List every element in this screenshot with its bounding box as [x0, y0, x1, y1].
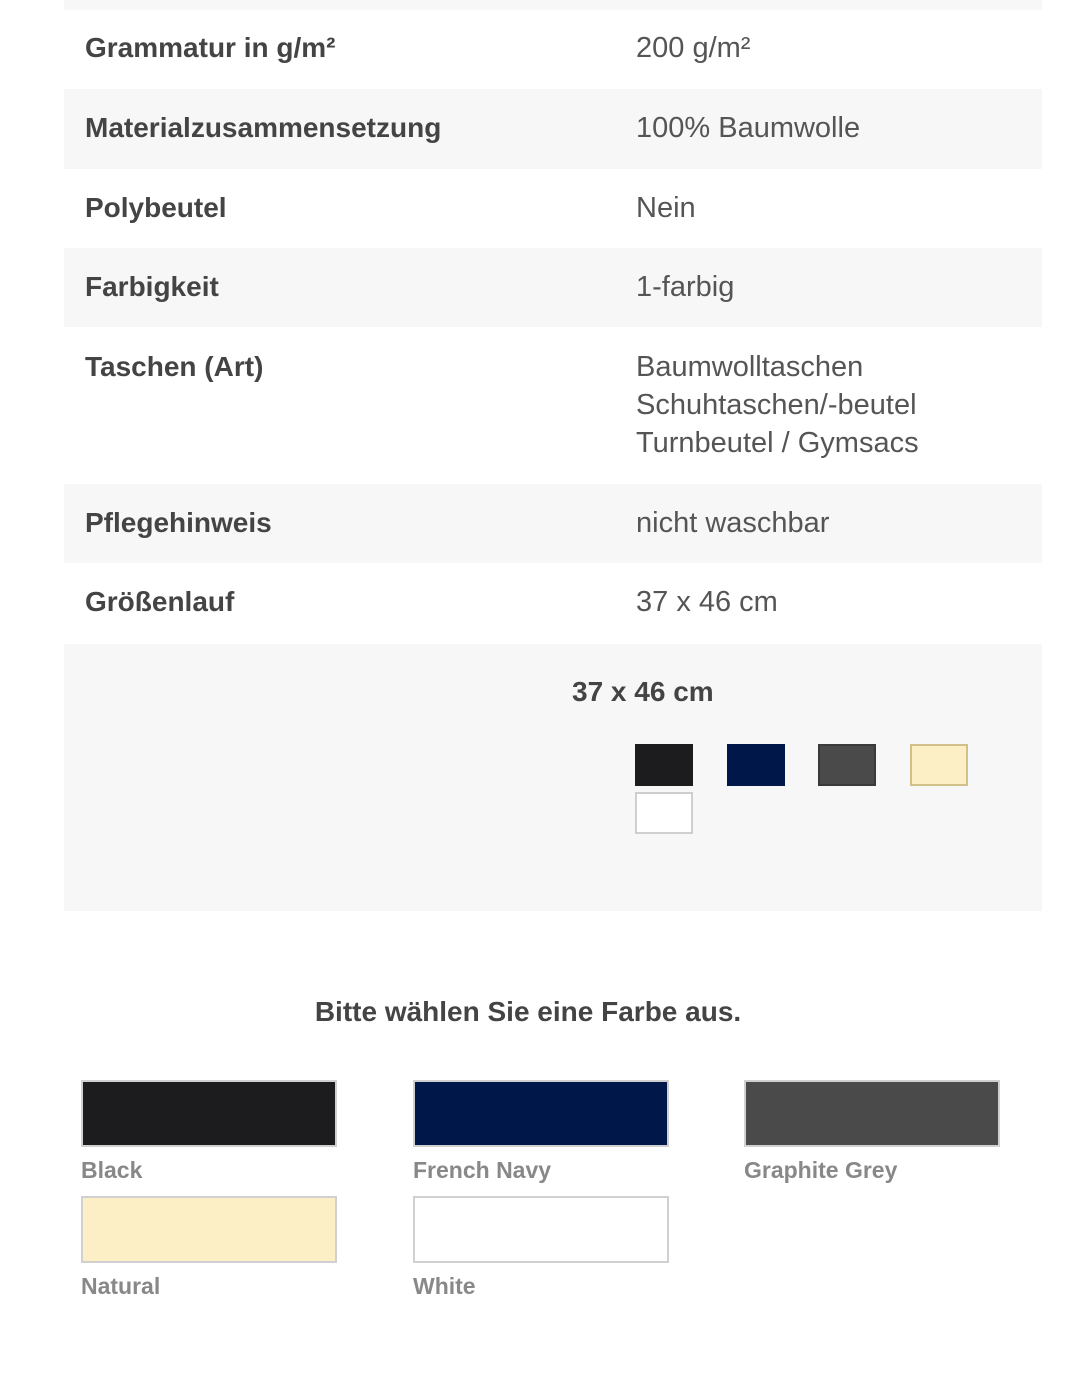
- color-name: Graphite Grey: [744, 1157, 898, 1183]
- color-name: Black: [81, 1157, 143, 1183]
- spec-value: [636, 189, 696, 227]
- color-option-white[interactable]: [413, 1196, 669, 1300]
- table-top-strip: [64, 0, 1042, 10]
- spec-value-line: Schuhtaschen/-beutel: [636, 389, 917, 421]
- spec-value: [636, 29, 750, 67]
- size-swatch-white[interactable]: [635, 792, 693, 834]
- spec-value-line: 100% Baumwolle: [636, 112, 861, 144]
- spec-value-line: Baumwolltaschen: [636, 351, 864, 383]
- spec-row-grammatur: [64, 10, 1042, 89]
- size-availability-row: [64, 644, 1042, 911]
- spec-value: [636, 109, 860, 147]
- choose-color-heading: Bitte wählen Sie eine Farbe aus.: [314, 996, 742, 1027]
- spec-key: Farbigkeit: [85, 271, 219, 302]
- spec-key: Polybeutel: [85, 192, 227, 223]
- color-option-black[interactable]: [81, 1080, 337, 1184]
- spec-row-material: [64, 89, 1042, 169]
- spec-key: Größenlauf: [85, 586, 235, 617]
- spec-row-groessenlauf: [64, 563, 1042, 644]
- spec-key: Materialzusammensetzung: [85, 112, 442, 143]
- size-swatch-black[interactable]: [635, 744, 693, 786]
- size-swatch-natural[interactable]: [910, 744, 968, 786]
- spec-value: [636, 504, 829, 542]
- spec-row-polybeutel: [64, 169, 1042, 248]
- spec-key: Pflegehinweis: [85, 507, 272, 538]
- size-swatch-french-navy[interactable]: [727, 744, 785, 786]
- spec-row-farbigkeit: [64, 248, 1042, 327]
- spec-row-taschen: [64, 327, 1042, 484]
- color-swatch[interactable]: [81, 1196, 337, 1263]
- color-swatch[interactable]: [81, 1080, 337, 1147]
- spec-value-line: 1-farbig: [636, 271, 735, 303]
- color-swatch[interactable]: [744, 1080, 1000, 1147]
- color-name: Natural: [81, 1273, 161, 1299]
- spec-value: [636, 268, 734, 306]
- spec-value: [636, 583, 778, 621]
- color-option-french-navy[interactable]: [413, 1080, 669, 1184]
- spec-key: Grammatur in g/m²: [85, 32, 336, 63]
- color-option-natural[interactable]: [81, 1196, 337, 1300]
- spec-value-line: nicht waschbar: [636, 507, 830, 539]
- color-name: French Navy: [413, 1157, 552, 1183]
- size-title: 37 x 46 cm: [572, 676, 714, 707]
- color-swatch[interactable]: [413, 1196, 669, 1263]
- spec-value-line: 200 g/m²: [636, 32, 751, 64]
- spec-value-line: Nein: [636, 192, 696, 224]
- spec-value-line: 37 x 46 cm: [636, 586, 778, 618]
- color-name: White: [413, 1273, 476, 1299]
- spec-row-pflegehinweis: [64, 484, 1042, 563]
- spec-key: Taschen (Art): [85, 351, 264, 382]
- spec-value-line: Turnbeutel / Gymsacs: [636, 427, 919, 459]
- size-swatch-graphite-grey[interactable]: [818, 744, 876, 786]
- color-option-graphite-grey[interactable]: [744, 1080, 1000, 1184]
- color-swatch[interactable]: [413, 1080, 669, 1147]
- spec-value: [636, 348, 919, 462]
